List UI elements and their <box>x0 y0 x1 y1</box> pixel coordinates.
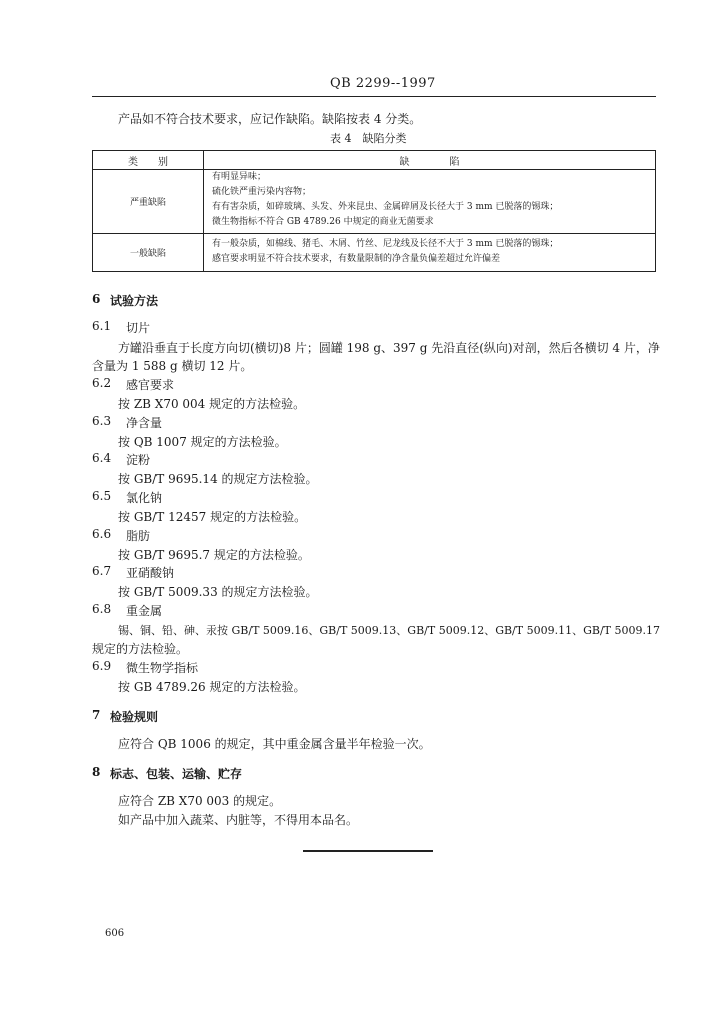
defect-item: 有明显异味； <box>212 172 267 182</box>
section-6-1-text-2: 含量为 1 588 g 横切 12 片。 <box>92 359 253 373</box>
section-6-3-text: 按 QB 1007 规定的方法检验。 <box>118 435 287 449</box>
section-8-text-1: 应符合 ZB X70 003 的规定。 <box>118 794 282 808</box>
section-6-5-num: 6.5 <box>92 489 112 503</box>
section-6-1-title: 切片 <box>126 321 151 335</box>
table-cell-defects <box>204 234 656 272</box>
section-6-8-num: 6.8 <box>92 602 112 616</box>
section-6-4-num: 6.4 <box>92 451 112 465</box>
section-6-5-title: 氯化钠 <box>126 491 163 505</box>
section-6-7-num: 6.7 <box>92 564 112 578</box>
defect-item: 微生物指标不符合 GB 4789.26 中规定的商业无菌要求 <box>212 217 434 227</box>
defect-item: 感官要求明显不符合技术要求，有数量限制的净含量负偏差超过允许偏差 <box>212 254 501 264</box>
table-header-category: 类 别 <box>93 151 204 170</box>
section-7-text: 应符合 QB 1006 的规定，其中重金属含量半年检验一次。 <box>118 737 431 751</box>
section-8-title: 标志、包装、运输、贮存 <box>110 767 243 781</box>
section-6-8-text-1: 锡、铜、铅、砷、汞按 GB/T 5009.16、GB/T 5009.13、GB/T 5009.12、GB/T 5009.11、GB/T 5009.17 <box>118 624 660 637</box>
header-rule <box>92 96 656 97</box>
section-6-9-num: 6.9 <box>92 659 112 673</box>
section-6-title: 试验方法 <box>110 294 159 308</box>
section-7-title: 检验规则 <box>110 710 159 724</box>
section-7-num: 7 <box>92 708 101 722</box>
section-6-3-title: 净含量 <box>126 416 163 430</box>
table-row <box>93 170 656 234</box>
standard-number: QB 2299--1997 <box>330 76 436 91</box>
section-6-1-text-1: 方罐沿垂直于长度方向切(横切)8 片；圆罐 198 g、397 g 先沿直径(纵向)对剖，然后各横切 4 片，净 <box>118 341 660 355</box>
section-8-text-2: 如产品中加入蔬菜、内脏等，不得用本品名。 <box>118 813 359 827</box>
table-cell-category: 严重缺陷 <box>93 170 204 234</box>
section-6-4-text: 按 GB/T 9695.14 的规定方法检验。 <box>118 472 318 486</box>
section-6-2-title: 感官要求 <box>126 378 175 392</box>
section-6-9-title: 微生物学指标 <box>126 661 199 675</box>
table-cell-category: 一般缺陷 <box>93 234 204 272</box>
section-6-num: 6 <box>92 292 101 306</box>
section-6-9-text: 按 GB 4789.26 规定的方法检验。 <box>118 680 306 694</box>
table-header-defect: 缺 陷 <box>204 151 656 170</box>
section-6-6-num: 6.6 <box>92 527 112 541</box>
section-6-6-title: 脂肪 <box>126 529 151 543</box>
page-number: 606 <box>105 928 125 939</box>
section-6-2-text: 按 ZB X70 004 规定的方法检验。 <box>118 397 306 411</box>
section-6-6-text: 按 GB/T 9695.7 规定的方法检验。 <box>118 548 310 562</box>
section-6-8-text-2: 规定的方法检验。 <box>92 642 189 656</box>
section-8-num: 8 <box>92 765 101 779</box>
defect-table <box>92 150 656 272</box>
section-6-3-num: 6.3 <box>92 414 112 428</box>
section-6-2-num: 6.2 <box>92 376 112 390</box>
section-6-5-text: 按 GB/T 12457 规定的方法检验。 <box>118 510 307 524</box>
section-6-4-title: 淀粉 <box>126 453 151 467</box>
defect-item: 有有害杂质，如碎玻璃、头发、外来昆虫、金属碎屑及长径大于 3 mm 已脱落的锡珠； <box>212 202 559 212</box>
table-row <box>93 234 656 272</box>
section-6-7-title: 亚硝酸钠 <box>126 566 175 580</box>
intro-text: 产品如不符合技术要求，应记作缺陷。缺陷按表 4 分类。 <box>118 112 422 126</box>
section-6-8-title: 重金属 <box>126 604 163 618</box>
defect-item: 有一般杂质，如棉线、猪毛、木屑、竹丝、尼龙线及长径不大于 3 mm 已脱落的锡珠； <box>212 239 559 249</box>
table-cell-defects <box>204 170 656 234</box>
defect-item: 硫化铁严重污染内容物； <box>212 187 312 197</box>
section-6-1-num: 6.1 <box>92 319 112 333</box>
table-caption: 表 4 缺陷分类 <box>330 132 407 145</box>
end-rule <box>303 850 433 852</box>
table-header-row <box>93 151 656 170</box>
section-6-7-text: 按 GB/T 5009.33 的规定方法检验。 <box>118 585 318 599</box>
